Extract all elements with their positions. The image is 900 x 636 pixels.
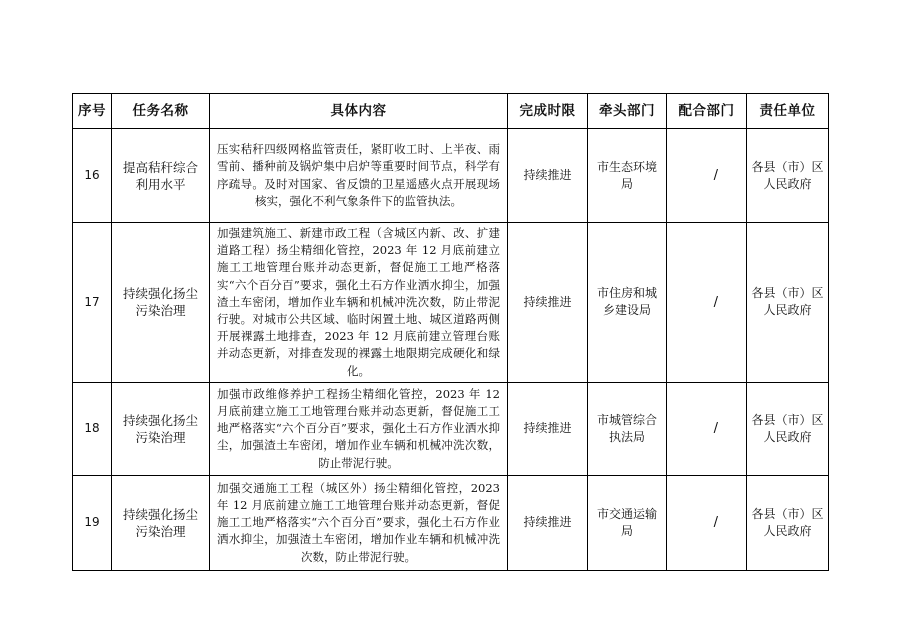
header-seq: 序号	[73, 94, 112, 129]
cell-coop-dept: /	[667, 129, 747, 223]
cell-content: 压实秸秆四级网格监管责任，紧盯收工时、上半夜、雨雪前、播种前及锅炉集中启炉等重要时间节点，科学有序疏导。及时对国家、省反馈的卫星遥感火点开展现场核实，强化不利气象条件下的监管执法。	[210, 129, 508, 223]
cell-responsible-unit: 各县（市）区人民政府	[747, 382, 829, 475]
cell-seq: 17	[73, 223, 112, 383]
header-lead-dept: 牵头部门	[588, 94, 667, 129]
cell-seq: 19	[73, 475, 112, 570]
cell-deadline: 持续推进	[508, 223, 588, 383]
cell-seq: 16	[73, 129, 112, 223]
cell-responsible-unit: 各县（市）区人民政府	[747, 475, 829, 570]
cell-task-name: 持续强化扬尘污染治理	[112, 382, 210, 475]
cell-lead-dept: 市交通运输局	[588, 475, 667, 570]
cell-content: 加强交通施工工程（城区外）扬尘精细化管控，2023 年 12 月底前建立施工工地管理台账并动态更新，督促施工工地严格落实“六个百分百”要求，强化土石方作业洒水抑尘，加强渣土车密闭，增加作业车辆和机械冲洗次数，防止带泥行驶。	[210, 475, 508, 570]
cell-responsible-unit: 各县（市）区人民政府	[747, 129, 829, 223]
cell-task-name: 持续强化扬尘污染治理	[112, 223, 210, 383]
table-row	[73, 475, 829, 570]
cell-lead-dept: 市城管综合执法局	[588, 382, 667, 475]
cell-content: 加强市政维修养护工程扬尘精细化管控，2023 年 12 月底前建立施工工地管理台账并动态更新，督促施工工地严格落实“六个百分百”要求，强化土石方作业洒水抑尘，加强渣土车密闭，增加作业车辆和机械冲洗次数，防止带泥行驶。	[210, 382, 508, 475]
cell-lead-dept: 市住房和城乡建设局	[588, 223, 667, 383]
cell-deadline: 持续推进	[508, 475, 588, 570]
header-task-name: 任务名称	[112, 94, 210, 129]
cell-deadline: 持续推进	[508, 382, 588, 475]
cell-seq: 18	[73, 382, 112, 475]
table-header-row	[73, 94, 829, 129]
task-table	[72, 93, 829, 571]
cell-content: 加强建筑施工、新建市政工程（含城区内新、改、扩建道路工程）扬尘精细化管控，2023 年 12 月底前建立施工工地管理台账并动态更新，督促施工工地严格落实“六个百分百”要求，强化土石方作业洒水抑尘，加强渣土车密闭，增加作业车辆和机械冲洗次数，防止带泥行驶。对城市公共区域、临时闲置土地、城区道路两侧开展裸露土地排查，2023 年 12 月底前建立管理台账并动态更新，对排查发现的裸露土地限期完成硬化和绿化。	[210, 223, 508, 383]
header-responsible-unit: 责任单位	[747, 94, 829, 129]
cell-task-name: 提高秸秆综合利用水平	[112, 129, 210, 223]
cell-lead-dept: 市生态环境局	[588, 129, 667, 223]
header-coop-dept: 配合部门	[667, 94, 747, 129]
header-content: 具体内容	[210, 94, 508, 129]
table-row	[73, 129, 829, 223]
table-row	[73, 223, 829, 383]
cell-coop-dept: /	[667, 475, 747, 570]
table-row	[73, 382, 829, 475]
cell-coop-dept: /	[667, 382, 747, 475]
cell-coop-dept: /	[667, 223, 747, 383]
cell-deadline: 持续推进	[508, 129, 588, 223]
cell-task-name: 持续强化扬尘污染治理	[112, 475, 210, 570]
cell-responsible-unit: 各县（市）区人民政府	[747, 223, 829, 383]
header-deadline: 完成时限	[508, 94, 588, 129]
